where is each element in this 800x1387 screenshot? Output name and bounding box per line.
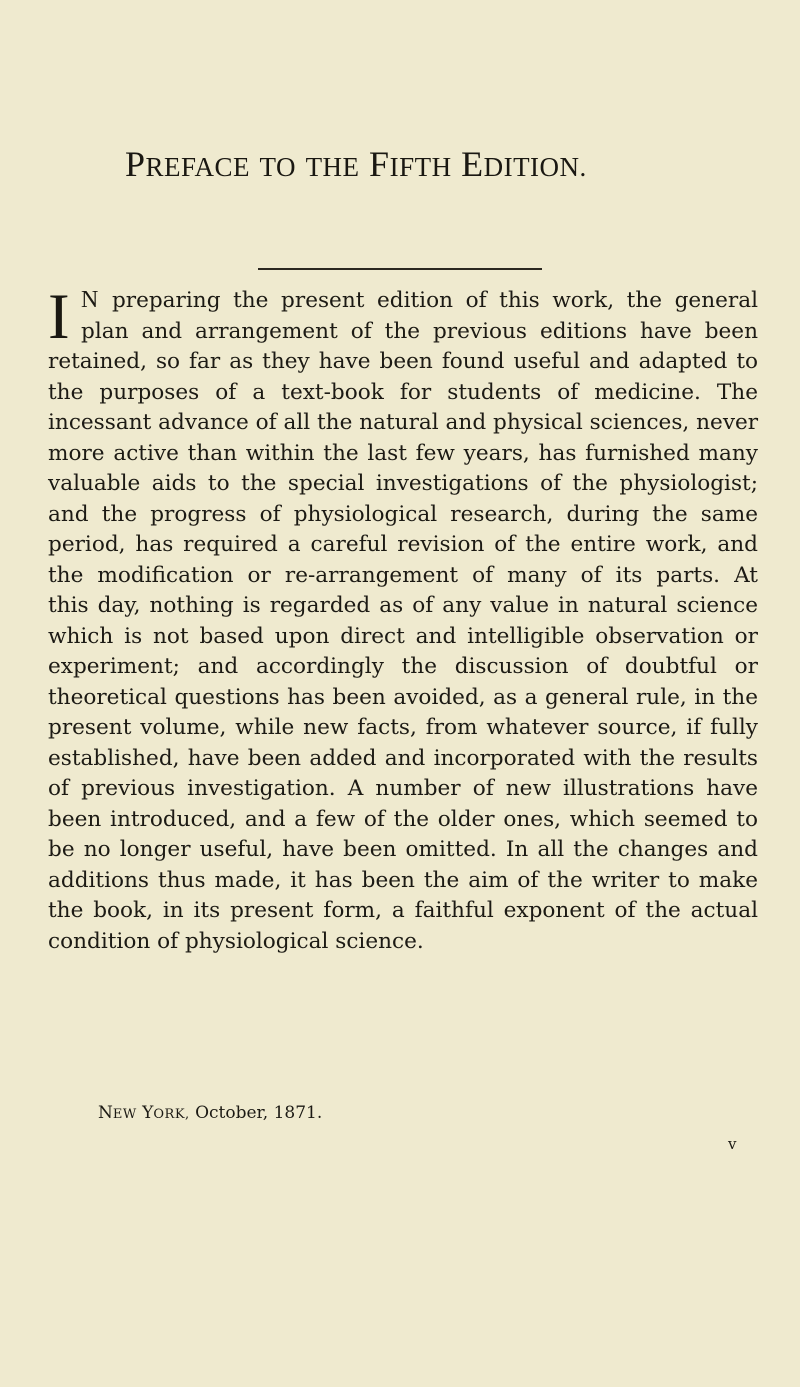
text-line: incessant advance of all the natural and physical sciences, never — [48, 410, 759, 435]
page-number: v — [728, 1135, 737, 1153]
text-line: more active than within the last few years, has furnished many — [48, 440, 758, 466]
title-word: PREFACE — [125, 144, 251, 184]
text-line: which is not based upon direct and intelligible observation or — [48, 623, 758, 649]
text-line: theoretical questions has been avoided, as a general rule, in the — [48, 684, 758, 710]
text-line: this day, nothing is regarded as of any value in natural science — [48, 593, 758, 618]
text-line: been introduced, and a few of the older ones, which seemed to — [48, 806, 758, 832]
text-line: and the progress of physiological research, during the same — [48, 501, 758, 527]
text-line: the book, in its present form, a faithful exponent of the actual — [48, 898, 758, 923]
title-word: TO — [259, 152, 297, 182]
text-line: condition of physiological science. — [48, 928, 424, 954]
text-line: of previous investigation. A number of new illustrations have — [48, 776, 758, 801]
text-line: experiment; and accordingly the discussion of doubtful or — [48, 654, 758, 679]
text-line: the purposes of a text-book for students of medicine. The — [48, 379, 758, 405]
text-line: N preparing the present edition of this work, the general — [81, 287, 758, 313]
page-title — [125, 143, 685, 185]
text-line: additions thus made, it has been the aim of the writer to make — [48, 867, 758, 893]
title-word: THE — [305, 152, 360, 182]
text-line: the modification or re-arrangement of many of its parts. At — [48, 562, 758, 588]
preface-body — [48, 281, 759, 957]
text-line: be no longer useful, have been omitted. In all the changes and — [48, 837, 758, 862]
text-line: plan and arrangement of the previous editions have been — [81, 318, 758, 344]
text-line: valuable aids to the special investigations of the physiologist; — [48, 471, 758, 496]
text-line: present volume, while new facts, from whatever source, if fully — [48, 715, 758, 740]
place-and-date: NEW YORK, October, 1871. — [98, 1103, 323, 1123]
drop-cap: I — [48, 281, 70, 353]
title-divider — [258, 268, 542, 270]
title-word: FIFTH — [369, 144, 452, 184]
text-line: established, have been added and incorporated with the results — [48, 745, 758, 771]
text-line: retained, so far as they have been found useful and adapted to — [48, 349, 758, 374]
text-line: period, has required a careful revision of the entire work, and — [48, 532, 758, 557]
title-word: EDITION. — [461, 144, 587, 184]
